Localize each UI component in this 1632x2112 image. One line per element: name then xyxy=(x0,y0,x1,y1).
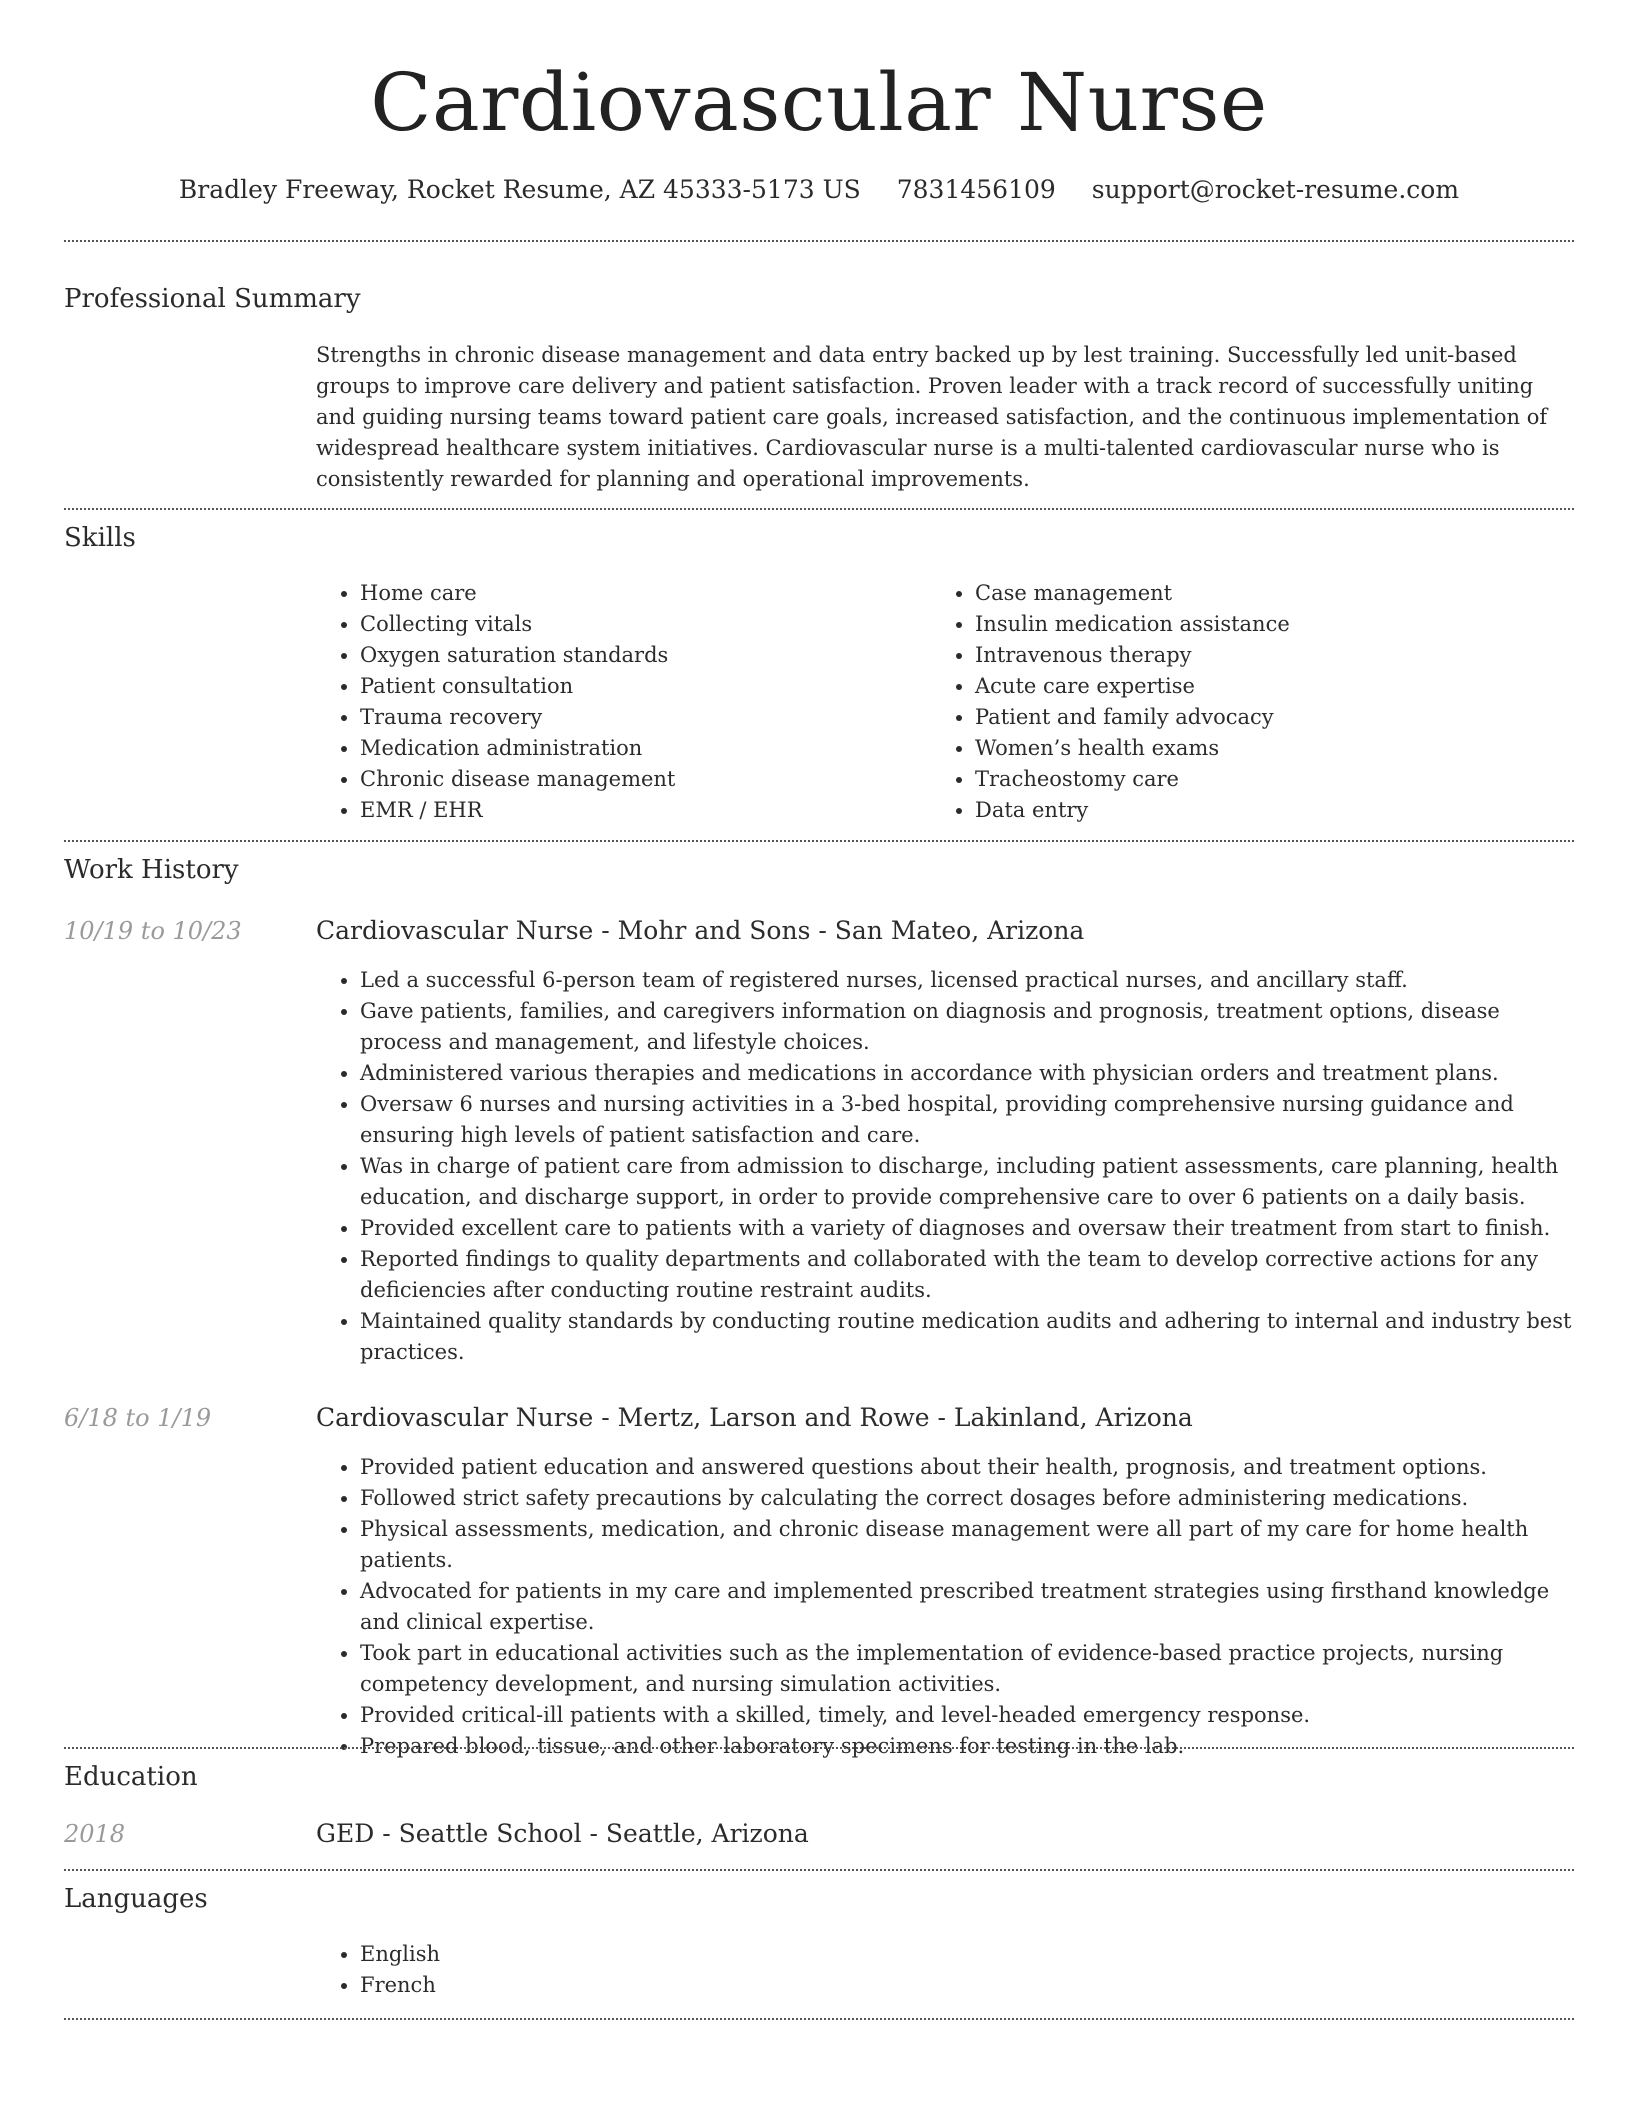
skills-list-left xyxy=(316,578,920,826)
list-item: • Administered various therapies and medications in accordance with physician orders and treatment plans. xyxy=(360,1058,1580,1089)
work-heading: Work History xyxy=(64,855,239,885)
list-item: • EMR / EHR xyxy=(360,795,920,826)
summary-text: Strengths in chronic disease management and data entry backed up by lest training. Successfully led unit-based groups to improve care delivery and patient satisfaction. Proven leader with a track record of successfully uniting and guiding nursing teams toward patient care goals, increased satisfaction, and the continuous implementation of widespread healthcare system initiatives. Cardiovascular nurse is a multi-talented cardiovascular nurse who is consistently rewarded for planning and operational improvements. xyxy=(316,343,1548,491)
list-item: • Was in charge of patient care from admission to discharge, including patient assessments, care planning, health education, and discharge support, in order to provide comprehensive care to over 6 patients on a daily basis. xyxy=(360,1151,1580,1213)
contact-address: Bradley Freeway, Rocket Resume, AZ 45333-5173 US xyxy=(178,175,861,204)
contact-email: support@rocket-resume.com xyxy=(1091,175,1460,204)
list-item: • Oxygen saturation standards xyxy=(360,640,920,671)
education-entry: GED - Seattle School - Seattle, Arizona xyxy=(316,1819,809,1848)
job-dates: 6/18 to 1/19 xyxy=(64,1404,212,1432)
list-item: • Acute care expertise xyxy=(975,671,1575,702)
education-heading: Education xyxy=(64,1762,198,1792)
list-item: • Provided critical-ill patients with a skilled, timely, and level-headed emergency response. xyxy=(360,1700,1580,1731)
summary-heading: Professional Summary xyxy=(64,284,361,314)
job-bullets xyxy=(316,1452,1580,1762)
contact-line xyxy=(64,172,1574,208)
list-item: • Oversaw 6 nurses and nursing activities in a 3-bed hospital, providing comprehensive nursing guidance and ensuring high levels of patient satisfaction and care. xyxy=(360,1089,1580,1151)
contact-phone: 7831456109 xyxy=(896,175,1056,204)
job-title: Cardiovascular Nurse - Mertz, Larson and Rowe - Lakinland, Arizona xyxy=(316,1403,1193,1432)
list-item: • Prepared blood, tissue, and other laboratory specimens for testing in the lab. xyxy=(360,1731,1580,1762)
list-item: • Provided excellent care to patients with a variety of diagnoses and oversaw their treatment from start to finish. xyxy=(360,1213,1580,1244)
list-item: • Medication administration xyxy=(360,733,920,764)
list-item: • Case management xyxy=(975,578,1575,609)
list-item: • Insulin medication assistance xyxy=(975,609,1575,640)
list-item: • Took part in educational activities such as the implementation of evidence-based practice projects, nursing competency development, and nursing simulation activities. xyxy=(360,1638,1580,1700)
list-item: • Home care xyxy=(360,578,920,609)
list-item: • Collecting vitals xyxy=(360,609,920,640)
list-item: • French xyxy=(360,1970,960,2001)
resume-title: Cardiovascular Nurse xyxy=(370,56,1268,149)
list-item: • Followed strict safety precautions by calculating the correct dosages before administering medications. xyxy=(360,1483,1580,1514)
education-year: 2018 xyxy=(64,1820,126,1848)
languages-heading: Languages xyxy=(64,1884,208,1914)
job-dates: 10/19 to 10/23 xyxy=(64,917,242,945)
list-item: • Trauma recovery xyxy=(360,702,920,733)
divider xyxy=(64,840,1574,842)
list-item: • Patient and family advocacy xyxy=(975,702,1575,733)
list-item: • Tracheostomy care xyxy=(975,764,1575,795)
divider xyxy=(64,1869,1574,1871)
skills-list-right xyxy=(931,578,1575,826)
skills-heading: Skills xyxy=(64,523,136,553)
list-item: • Maintained quality standards by conducting routine medication audits and adhering to internal and industry best practices. xyxy=(360,1306,1580,1368)
list-item: • Provided patient education and answered questions about their health, prognosis, and treatment options. xyxy=(360,1452,1580,1483)
list-item: • Chronic disease management xyxy=(360,764,920,795)
divider xyxy=(64,1747,1574,1749)
list-item: • Advocated for patients in my care and implemented prescribed treatment strategies using firsthand knowledge and clinical expertise. xyxy=(360,1576,1580,1638)
list-item: • Led a successful 6-person team of registered nurses, licensed practical nurses, and ancillary staff. xyxy=(360,965,1580,996)
job-bullets xyxy=(316,965,1580,1368)
divider xyxy=(64,2018,1574,2020)
list-item: • Physical assessments, medication, and chronic disease management were all part of my care for home health patients. xyxy=(360,1514,1580,1576)
list-item: • Reported findings to quality departments and collaborated with the team to develop corrective actions for any deficiencies after conducting routine restraint audits. xyxy=(360,1244,1580,1306)
languages-list xyxy=(316,1939,960,2001)
list-item: • English xyxy=(360,1939,960,1970)
list-item: • Women’s health exams xyxy=(975,733,1575,764)
list-item: • Gave patients, families, and caregivers information on diagnosis and prognosis, treatment options, disease process and management, and lifestyle choices. xyxy=(360,996,1580,1058)
divider xyxy=(64,240,1574,242)
list-item: • Intravenous therapy xyxy=(975,640,1575,671)
list-item: • Patient consultation xyxy=(360,671,920,702)
list-item: • Data entry xyxy=(975,795,1575,826)
divider xyxy=(64,508,1574,510)
job-title: Cardiovascular Nurse - Mohr and Sons - San Mateo, Arizona xyxy=(316,916,1085,945)
